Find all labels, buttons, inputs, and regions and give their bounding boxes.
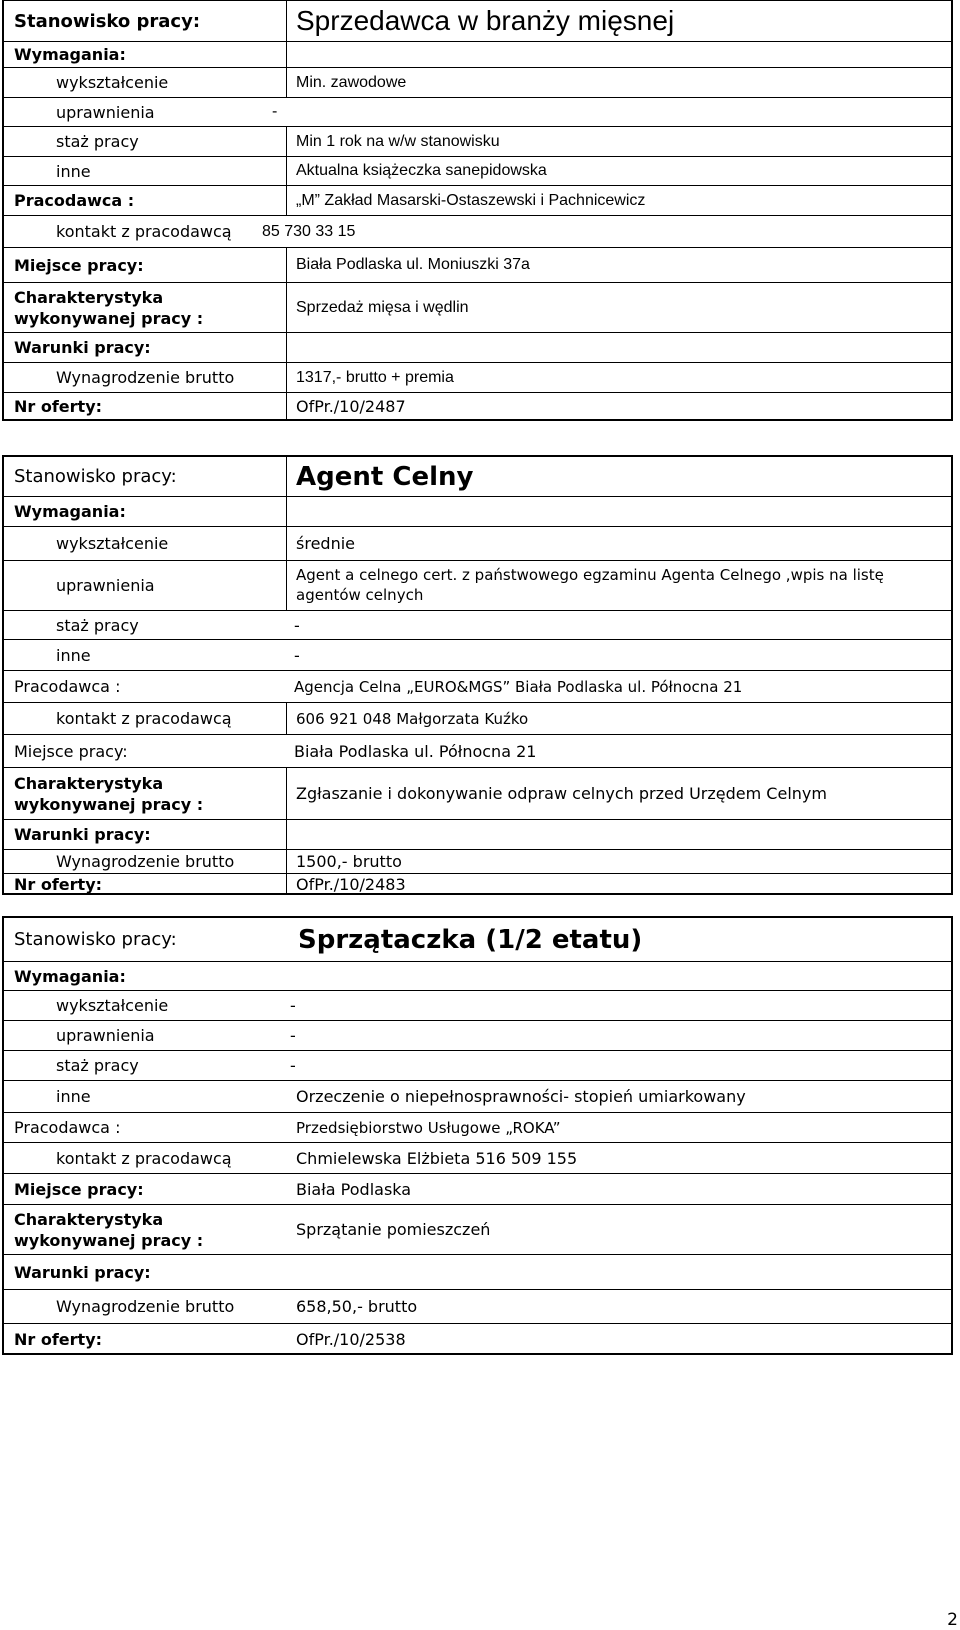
characteristics-label-line-1: Charakterystyka bbox=[14, 774, 164, 793]
experience-value: - bbox=[294, 615, 300, 635]
position-title: Sprzątaczka (1/2 etatu) bbox=[298, 924, 643, 955]
other-value: Aktualna książeczka sanepidowska bbox=[296, 162, 547, 179]
salary-row bbox=[4, 850, 951, 874]
column-divider bbox=[286, 283, 287, 332]
permissions-label: uprawnienia bbox=[56, 102, 155, 122]
experience-label: staż pracy bbox=[56, 615, 139, 635]
salary-value: 658,50,- brutto bbox=[296, 1297, 418, 1316]
column-divider bbox=[286, 561, 287, 610]
place-row bbox=[4, 735, 951, 768]
other-value: - bbox=[294, 645, 300, 665]
offer-number-row bbox=[4, 874, 951, 895]
employer-label: Pracodawca : bbox=[14, 191, 135, 210]
experience-row bbox=[4, 1051, 951, 1081]
employer-row bbox=[4, 1113, 951, 1143]
requirements-label: Wymagania: bbox=[14, 966, 126, 986]
position-label: Stanowisko pracy: bbox=[14, 466, 177, 487]
column-divider bbox=[286, 248, 287, 282]
column-divider bbox=[286, 527, 287, 560]
contact-label: kontakt z pracodawcą bbox=[56, 222, 232, 241]
contact-value: 606 921 048 Małgorzata Kuźko bbox=[296, 709, 529, 728]
characteristics-label-line-2: wykonywanej pracy : bbox=[14, 795, 204, 814]
offer-number-value: OfPr./10/2483 bbox=[296, 875, 406, 894]
other-row bbox=[4, 1081, 951, 1113]
job-offer-2 bbox=[2, 455, 953, 895]
experience-row bbox=[4, 611, 951, 640]
position-label: Stanowisko pracy: bbox=[14, 10, 201, 32]
offer-number-row bbox=[4, 1324, 951, 1355]
conditions-value bbox=[296, 1255, 941, 1289]
conditions-row bbox=[4, 333, 951, 363]
column-divider bbox=[286, 333, 287, 362]
education-label: wykształcenie bbox=[56, 996, 169, 1015]
column-divider bbox=[286, 157, 287, 185]
place-label: Miejsce pracy: bbox=[14, 741, 128, 761]
conditions-value bbox=[296, 333, 941, 362]
conditions-row bbox=[4, 820, 951, 850]
offer-number-label: Nr oferty: bbox=[14, 875, 103, 894]
permissions-value-line-2: agentów celnych bbox=[296, 586, 424, 604]
requirements-row bbox=[4, 42, 951, 68]
characteristics-label-line-2: wykonywanej pracy : bbox=[14, 1231, 204, 1250]
column-divider bbox=[286, 68, 287, 97]
characteristics-label bbox=[14, 768, 203, 819]
column-divider bbox=[286, 127, 287, 156]
characteristics-value: Sprzedaż mięsa i wędlin bbox=[296, 298, 469, 316]
characteristics-value: Sprzątanie pomieszczeń bbox=[296, 1220, 491, 1239]
salary-row bbox=[4, 1290, 951, 1324]
conditions-row bbox=[4, 1255, 951, 1290]
experience-value: Min 1 rok na w/w stanowisku bbox=[296, 132, 500, 150]
offer-number-row bbox=[4, 393, 951, 420]
conditions-label: Warunki pracy: bbox=[14, 1262, 151, 1282]
permissions-value: - bbox=[290, 1026, 296, 1045]
other-label: inne bbox=[56, 161, 91, 181]
contact-label: kontakt z pracodawcą bbox=[56, 709, 232, 728]
employer-row bbox=[4, 671, 951, 703]
column-divider bbox=[286, 457, 287, 496]
column-divider bbox=[286, 768, 287, 819]
characteristics-label bbox=[14, 283, 203, 332]
contact-row bbox=[4, 703, 951, 735]
position-label: Stanowisko pracy: bbox=[14, 929, 177, 950]
permissions-value: - bbox=[272, 103, 278, 120]
job-offer-1 bbox=[2, 0, 953, 421]
employer-value: Agencja Celna „EURO&MGS” Biała Podlaska ul. Północna 21 bbox=[294, 677, 743, 696]
experience-label: staż pracy bbox=[56, 132, 139, 151]
column-divider bbox=[286, 42, 287, 67]
permissions-row bbox=[4, 1021, 951, 1051]
requirements-label: Wymagania: bbox=[14, 502, 126, 521]
permissions-label: uprawnienia bbox=[56, 576, 155, 595]
offer-number-value: OfPr./10/2538 bbox=[296, 1330, 406, 1349]
requirements-row bbox=[4, 962, 951, 991]
salary-label: Wynagrodzenie brutto bbox=[56, 368, 235, 387]
permissions-label: uprawnienia bbox=[56, 1026, 155, 1045]
employer-row bbox=[4, 186, 951, 216]
place-label: Miejsce pracy: bbox=[14, 1179, 144, 1199]
column-divider bbox=[286, 363, 287, 392]
requirements-label: Wymagania: bbox=[14, 45, 126, 64]
conditions-value bbox=[296, 820, 941, 849]
education-label: wykształcenie bbox=[56, 534, 169, 553]
place-value: Biała Podlaska bbox=[296, 1179, 412, 1199]
column-divider bbox=[286, 850, 287, 873]
employer-value: Przedsiębiorstwo Usługowe „ROKA” bbox=[296, 1118, 561, 1137]
column-divider bbox=[286, 497, 287, 526]
salary-label: Wynagrodzenie brutto bbox=[56, 1297, 235, 1316]
characteristics-row bbox=[4, 1205, 951, 1255]
employer-label: Pracodawca : bbox=[14, 677, 121, 696]
permissions-row bbox=[4, 98, 951, 127]
education-row bbox=[4, 527, 951, 561]
other-row bbox=[4, 640, 951, 671]
job-offer-3 bbox=[2, 916, 953, 1355]
other-label: inne bbox=[56, 1087, 91, 1106]
offer-number-label: Nr oferty: bbox=[14, 1330, 103, 1349]
offer-number-value: OfPr./10/2487 bbox=[296, 397, 406, 416]
permissions-value-line-1: Agent a celnego cert. z państwowego egzaminu Agenta Celnego ,wpis na listę bbox=[296, 566, 884, 584]
experience-row bbox=[4, 127, 951, 157]
requirements-row bbox=[4, 497, 951, 527]
salary-value: 1500,- brutto bbox=[296, 852, 402, 871]
education-row bbox=[4, 991, 951, 1021]
column-divider bbox=[286, 874, 287, 895]
permissions-value bbox=[296, 561, 941, 610]
position-title: Sprzedawca w branży mięsnej bbox=[296, 5, 675, 36]
column-divider bbox=[286, 703, 287, 734]
education-label: wykształcenie bbox=[56, 73, 169, 92]
characteristics-row bbox=[4, 768, 951, 820]
place-value: Biała Podlaska ul. Północna 21 bbox=[294, 741, 537, 761]
place-label: Miejsce pracy: bbox=[14, 255, 144, 275]
characteristics-row bbox=[4, 283, 951, 333]
column-divider bbox=[286, 186, 287, 215]
place-row bbox=[4, 248, 951, 283]
experience-label: staż pracy bbox=[56, 1056, 139, 1075]
column-divider bbox=[286, 1, 287, 41]
contact-value: Chmielewska Elżbieta 516 509 155 bbox=[296, 1148, 578, 1168]
characteristics-label-line-1: Charakterystyka bbox=[14, 288, 164, 307]
contact-row bbox=[4, 216, 951, 248]
conditions-label: Warunki pracy: bbox=[14, 338, 151, 357]
position-title: Agent Celny bbox=[296, 461, 474, 492]
salary-value: 1317,- brutto + premia bbox=[296, 368, 454, 386]
contact-row bbox=[4, 1143, 951, 1174]
contact-label: kontakt z pracodawcą bbox=[56, 1148, 232, 1168]
education-row bbox=[4, 68, 951, 98]
salary-row bbox=[4, 363, 951, 393]
contact-value: 85 730 33 15 bbox=[262, 222, 356, 240]
employer-label: Pracodawca : bbox=[14, 1118, 121, 1137]
characteristics-label bbox=[14, 1205, 203, 1254]
salary-label: Wynagrodzenie brutto bbox=[56, 852, 235, 871]
employer-value: „M” Zakład Masarski-Ostaszewski i Pachnicewicz bbox=[296, 191, 646, 209]
column-divider bbox=[286, 820, 287, 849]
place-value: Biała Podlaska ul. Moniuszki 37a bbox=[296, 256, 530, 273]
offer-number-label: Nr oferty: bbox=[14, 397, 103, 416]
education-value: - bbox=[290, 996, 296, 1015]
other-label: inne bbox=[56, 645, 91, 665]
conditions-label: Warunki pracy: bbox=[14, 825, 151, 844]
position-row bbox=[4, 918, 951, 962]
position-row bbox=[4, 457, 951, 497]
page-number: 2 bbox=[947, 1610, 958, 1630]
characteristics-label-line-2: wykonywanej pracy : bbox=[14, 309, 204, 328]
column-divider bbox=[286, 393, 287, 420]
position-row bbox=[4, 1, 951, 42]
other-row bbox=[4, 157, 951, 186]
characteristics-label-line-1: Charakterystyka bbox=[14, 1210, 164, 1229]
experience-value: - bbox=[290, 1056, 296, 1075]
characteristics-value: Zgłaszanie i dokonywanie odpraw celnych przed Urzędem Celnym bbox=[296, 784, 827, 803]
education-value: Min. zawodowe bbox=[296, 73, 407, 91]
permissions-row bbox=[4, 561, 951, 611]
education-value: średnie bbox=[296, 534, 355, 553]
other-value: Orzeczenie o niepełnosprawności- stopień umiarkowany bbox=[296, 1087, 746, 1106]
place-row bbox=[4, 1174, 951, 1205]
